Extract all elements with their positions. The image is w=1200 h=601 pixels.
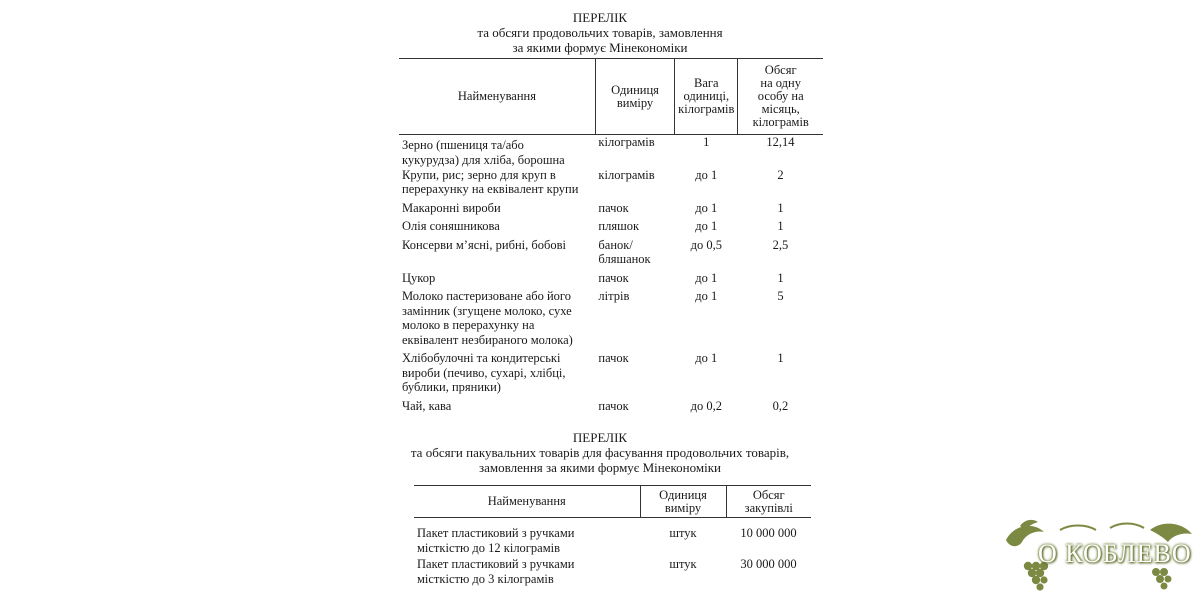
item-unit: літрів — [598, 289, 630, 303]
item-name: Чай, кава — [402, 398, 452, 413]
logo-text: О КОБЛЕВО — [1038, 539, 1192, 568]
item-volume: 12,14 — [766, 135, 795, 149]
food-products-table — [399, 58, 823, 417]
header-name: Найменування — [399, 59, 595, 135]
item-name: Макаронні вироби — [402, 200, 501, 215]
table-row — [414, 555, 811, 590]
item-name: Олія соняшникова — [402, 219, 500, 233]
item-name: Консерви м’ясні, рибні, бобові — [402, 237, 566, 252]
header-weight: Вага одиниці, кілограмів — [675, 59, 738, 135]
item-unit: пляшок — [598, 219, 640, 233]
list1-title-line: та обсяги продовольчих товарів, замовлення — [477, 25, 723, 40]
item-unit: штук — [669, 526, 697, 540]
item-weight: до 1 — [695, 200, 718, 215]
item-weight: до 1 — [695, 219, 718, 233]
packaging-table-body — [414, 518, 811, 591]
header-name: Найменування — [414, 486, 640, 518]
packaging-table — [414, 485, 811, 590]
item-volume: 2,5 — [772, 237, 789, 252]
food-products-table-body — [399, 135, 823, 418]
list1-title-line: за якими формує Мінекономіки — [512, 40, 688, 55]
item-unit: кілограмів — [598, 167, 655, 182]
table-row — [414, 518, 811, 556]
table-row — [399, 135, 823, 168]
item-volume: 1 — [777, 200, 784, 215]
item-name: Хлібобулочні та кондитерські вироби (печиво, сухарі, хлібці, бублики, пряники) — [402, 351, 566, 394]
item-weight: до 0,5 — [690, 237, 722, 252]
table-row — [399, 399, 823, 418]
item-weight: 1 — [703, 135, 710, 149]
table-row — [399, 271, 823, 290]
item-volume: 1 — [777, 351, 784, 365]
item-weight: до 1 — [695, 351, 718, 365]
item-volume: 1 — [777, 270, 784, 285]
item-volume: 0,2 — [772, 398, 789, 413]
table-row — [399, 289, 823, 351]
item-name: Пакет пластиковий з ручками місткістю до 12 кілограмів — [417, 526, 575, 555]
table-row — [399, 238, 823, 271]
item-name: Молоко пастеризоване або його замінник (згущене молоко, сухе молоко в перерахунку на еквівалент незбираного молока) — [402, 289, 573, 347]
list2-title-line: та обсяги пакувальних товарів для фасування продовольчих товарів, — [410, 445, 790, 460]
item-volume: 1 — [777, 219, 784, 233]
list1-title — [0, 10, 1200, 55]
table-row — [399, 201, 823, 220]
item-unit: пачок — [598, 270, 629, 285]
header-volume: Обсяг закупівлі — [726, 486, 811, 518]
item-unit: пачок — [598, 351, 629, 365]
header-unit: Одиниця виміру — [640, 486, 726, 518]
item-unit: пачок — [598, 200, 629, 215]
list1-title-line: ПЕРЕЛІК — [572, 10, 628, 25]
table-row — [399, 219, 823, 238]
item-volume: 5 — [777, 289, 784, 303]
item-unit: кілограмів — [598, 135, 655, 149]
header-volume: Обсяг на одну особу на місяць, кілограмів — [738, 59, 823, 135]
item-name: Крупи, рис; зерно для круп в перерахунку на еквівалент крупи — [402, 167, 579, 196]
item-name: Цукор — [402, 270, 436, 285]
list2-title — [0, 430, 1200, 475]
item-weight: до 1 — [695, 289, 718, 303]
item-weight: до 0,2 — [690, 398, 722, 413]
list2-title-line: замовлення за якими формує Мінекономіки — [479, 460, 721, 475]
item-unit: пачок — [598, 398, 629, 413]
item-volume: 30 000 000 — [740, 557, 797, 571]
item-unit: банок/ бляшанок — [598, 237, 651, 266]
item-name: Пакет пластиковий з ручками місткістю до 3 кілограмів — [417, 557, 575, 586]
table-row — [399, 168, 823, 201]
item-unit: штук — [669, 557, 697, 571]
list2-title-line: ПЕРЕЛІК — [572, 430, 628, 445]
item-weight: до 1 — [695, 270, 718, 285]
item-volume: 10 000 000 — [740, 526, 797, 540]
item-name: Зерно (пшениця та/або кукурудза) для хліба, борошна — [402, 138, 565, 167]
item-volume: 2 — [777, 167, 784, 182]
koblevo-logo[interactable] — [1000, 518, 1196, 596]
header-unit: Одиниця виміру — [595, 59, 674, 135]
item-weight: до 1 — [695, 167, 718, 182]
table-row — [399, 351, 823, 399]
